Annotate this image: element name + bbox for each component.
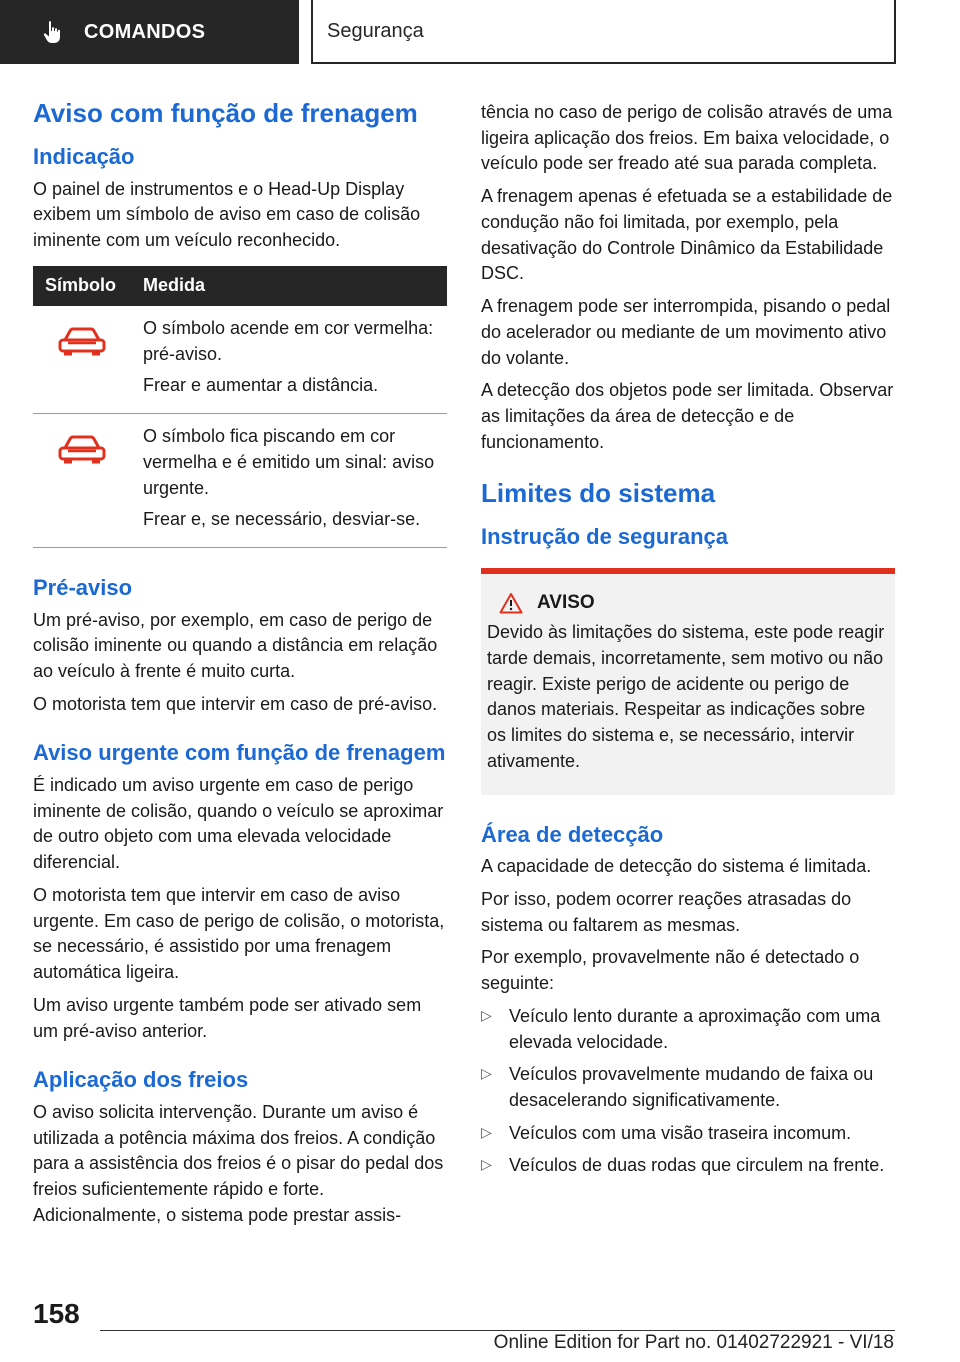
continued-text: A detecção dos objetos pode ser limitada. Observar as limitações da área de detecção e de funcionamento. xyxy=(481,380,894,452)
triangle-bullet-icon: ▷ xyxy=(481,1065,492,1082)
left-column xyxy=(33,98,447,1235)
area-text: A capacidade de detecção do sistema é limitada. xyxy=(481,856,872,877)
edition-text: Online Edition for Part no. 01402722921 - VI/18 xyxy=(493,1332,894,1353)
freios-text: O aviso solicita intervenção. Durante um aviso é utilizada a potência máxima dos freios. A condição para a assistência dos freios é o pisar do pedal dos freios suficientemente rápido e forte. Adicionalmente, o sistema pode prestar assis- xyxy=(33,1101,444,1225)
pre-aviso-text: Um pré-aviso, por exemplo, em caso de perigo de colisão iminente ou quando a distância em relação ao veículo à frente é muito curta. xyxy=(33,609,438,681)
area-heading: Área de detecção xyxy=(481,821,664,847)
continued-text: tência no caso de perigo de colisão através de uma ligeira aplicação dos freios. Em baixa velocidade, o veículo pode ser freado até sua parada completa. xyxy=(481,102,893,174)
table-row xyxy=(33,414,447,548)
chapter-tab[interactable] xyxy=(0,0,299,64)
continued-text: A frenagem pode ser interrompida, pisando o pedal do acelerador ou mediante de um movimento ativo do volante. xyxy=(481,296,891,368)
car-warning-icon xyxy=(57,326,107,360)
freios-heading: Aplicação dos freios xyxy=(33,1067,249,1093)
continued-text: A frenagem apenas é efetuada se a estabilidade de condução não foi limitada, por exemplo, pela desativação do Controle Dinâmico da Estabilidade DSC. xyxy=(481,186,893,284)
table-cell-text: Frear e aumentar a distância. xyxy=(143,375,379,396)
pre-aviso-text: O motorista tem que intervir em caso de pré-aviso. xyxy=(33,693,438,714)
section-tab[interactable] xyxy=(311,0,896,64)
symbol-table xyxy=(33,266,447,548)
chapter-label: COMANDOS xyxy=(84,20,206,43)
detection-list xyxy=(481,1004,895,1179)
warning-text: Devido às limitações do sistema, este pode reagir tarde demais, incorretamente, sem motivo ou não reagir. Existe perigo de acidente ou perigo de danos materiais. Respeitar as indicações sobre os limites do sistema e, se necessário, intervir ativamente. xyxy=(487,622,885,771)
list-item: ▷ Veículos provavelmente mudando de faixa ou desacelerando significativamente. xyxy=(481,1062,895,1113)
urgente-text: Um aviso urgente também pode ser ativado sem um pré-aviso anterior. xyxy=(33,994,422,1041)
list-item: ▷ Veículos com uma visão traseira incomum. xyxy=(481,1121,895,1147)
urgente-text: O motorista tem que intervir em caso de aviso urgente. Em caso de perigo de colisão, o motorista, se necessário, é assistido por uma frenagem automática ligeira. xyxy=(33,884,445,983)
triangle-bullet-icon: ▷ xyxy=(481,1156,492,1173)
right-column xyxy=(481,100,895,1186)
warning-box xyxy=(481,568,895,794)
list-item: ▷ Veículo lento durante a aproximação com uma elevada velocidade. xyxy=(481,1004,895,1055)
urgente-heading: Aviso urgente com função de frenagem xyxy=(33,740,446,766)
table-cell-text: O símbolo fica piscando em cor vermelha e é emitido um sinal: aviso urgente. xyxy=(143,426,435,498)
warning-triangle-icon xyxy=(499,592,523,614)
table-row xyxy=(33,306,447,414)
indicacao-text: O painel de instrumentos e o Head-Up Display exibem um símbolo de aviso em caso de colisão iminente com um veículo reconhecido. xyxy=(33,178,421,251)
warning-label: AVISO xyxy=(537,592,595,614)
triangle-bullet-icon: ▷ xyxy=(481,1123,492,1140)
section-title: Aviso com função de frenagem xyxy=(33,98,418,128)
instrucao-heading: Instrução de segurança xyxy=(481,523,728,549)
list-item: ▷ Veículos de duas rodas que circulem na frente. xyxy=(481,1153,895,1179)
hand-pointer-icon xyxy=(40,19,66,45)
area-text: Por exemplo, provavelmente não é detectado o seguinte: xyxy=(481,947,860,994)
page-number: 158 xyxy=(33,1298,80,1329)
car-warning-icon xyxy=(57,434,107,468)
table-cell-text: Frear e, se necessário, desviar-se. xyxy=(143,509,421,530)
indicacao-heading: Indicação xyxy=(33,144,135,170)
table-cell-text: O símbolo acende em cor vermelha: pré-aviso. xyxy=(143,317,434,364)
footer-divider xyxy=(100,1330,895,1331)
table-header-symbol: Símbolo xyxy=(33,266,131,306)
urgente-text: É indicado um aviso urgente em caso de perigo iminente de colisão, quando o veículo se aproximar de outro objeto com uma elevada velocidade diferencial. xyxy=(33,774,444,873)
area-text: Por isso, podem ocorrer reações atrasadas do sistema ou faltarem as mesmas. xyxy=(481,888,852,935)
limites-title: Limites do sistema xyxy=(481,477,716,508)
triangle-bullet-icon: ▷ xyxy=(481,1006,492,1023)
pre-aviso-heading: Pré-aviso xyxy=(33,575,133,601)
section-label: Segurança xyxy=(327,19,424,42)
table-header-action: Medida xyxy=(131,266,447,306)
